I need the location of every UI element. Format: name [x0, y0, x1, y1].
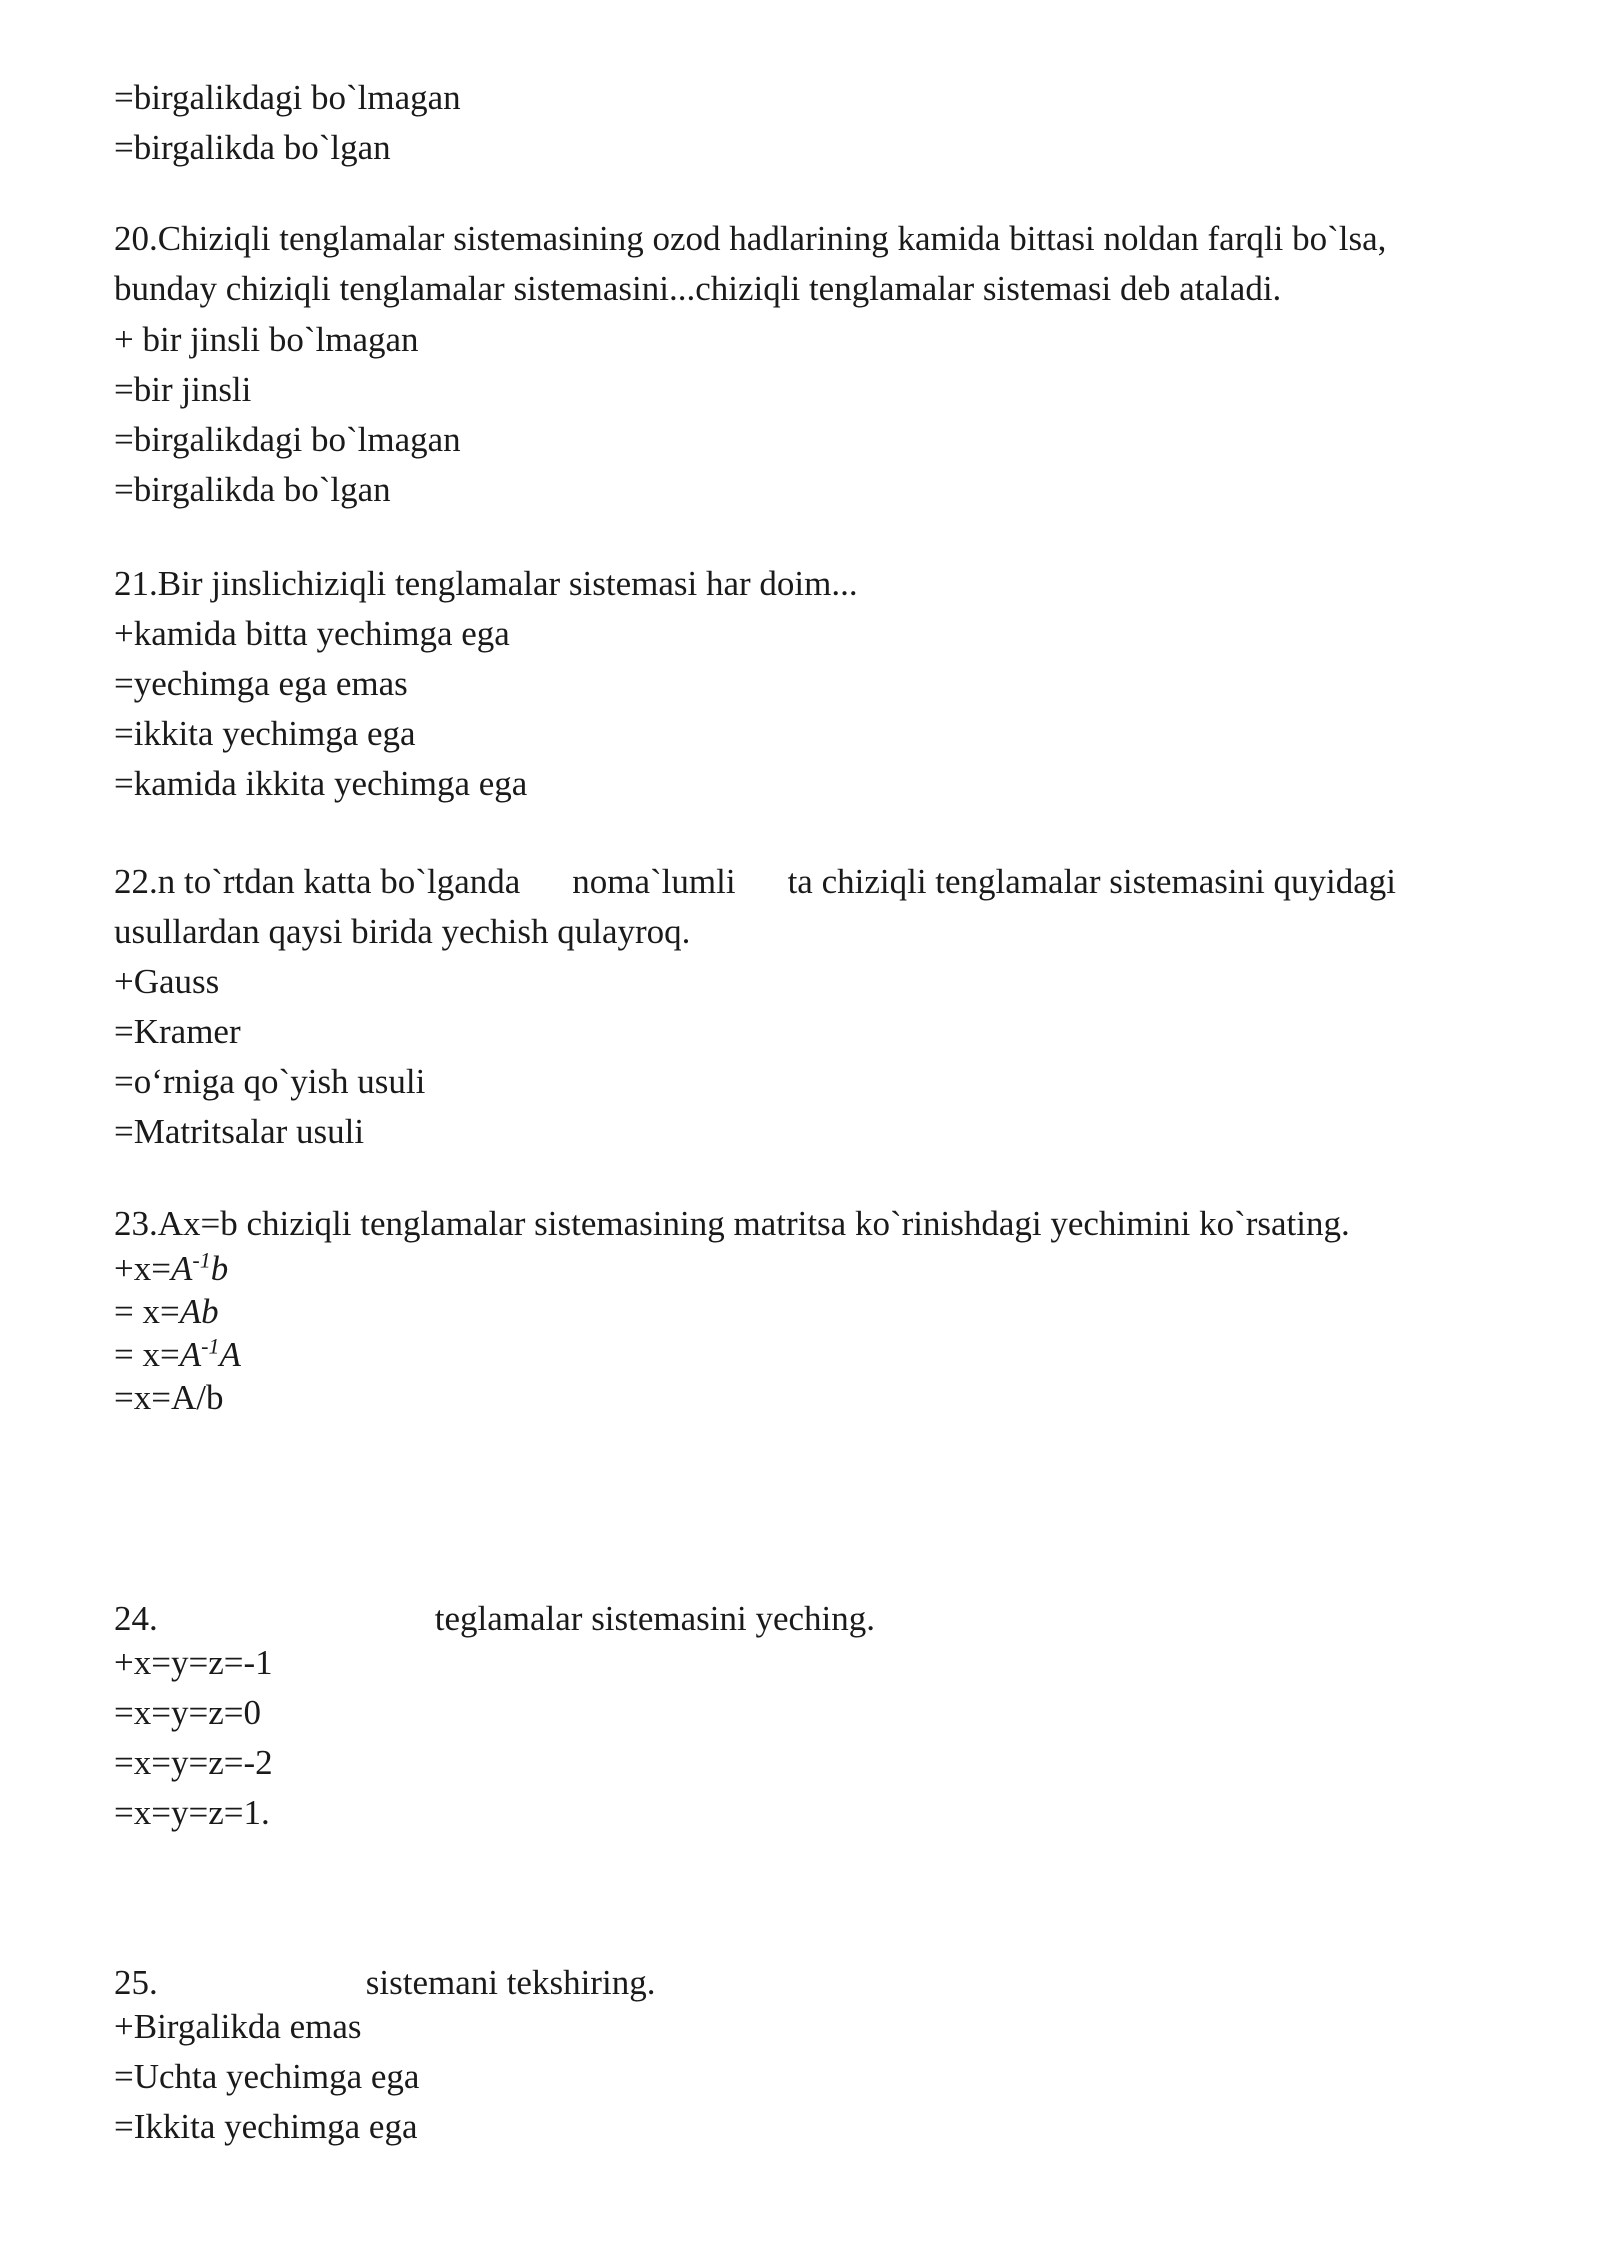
question-22-part2: noma`lumli	[572, 862, 736, 901]
question-24	[114, 1599, 875, 1639]
answer-option: =birgalikdagi bo`lmagan	[114, 420, 461, 459]
answer-option: =x=y=z=-2	[114, 1743, 273, 1782]
answer-option: =o‘rniga qo`yish usuli	[114, 1062, 426, 1101]
answer-option: = x=Ab	[114, 1292, 219, 1331]
answer-option: =Matritsalar usuli	[114, 1112, 365, 1151]
answer-option: =Ikkita yechimga ega	[114, 2107, 418, 2146]
question-20: 20.Chiziqli tenglamalar sistemasining ozod hadlarining kamida bittasi noldan farqli bo`lsa, bunday chiziqli tenglamalar sistemasini...chiziqli tenglamalar sistemasi deb ataladi.	[114, 219, 1387, 308]
question-25	[114, 1963, 655, 2003]
answer-option: +Birgalikda emas	[114, 2007, 362, 2046]
answer-option: =x=y=z=1.	[114, 1793, 270, 1832]
question-25-number: 25.	[114, 1963, 158, 2002]
question-22-line2: usullardan qaysi birida yechish qulayroq.	[114, 912, 691, 951]
question-25-text: sistemani tekshiring.	[365, 1963, 656, 2002]
answer-option: +Gauss	[114, 962, 220, 1001]
answer-option: $+x=A^{-1}b$	[114, 1247, 229, 1288]
answer-option: =kamida ikkita yechimga ega	[114, 764, 528, 803]
answer-option: +kamida bitta yechimga ega	[114, 614, 510, 653]
answer-option: +x=y=z=-1	[114, 1643, 273, 1682]
question-24-number: 24.	[114, 1599, 158, 1638]
answer-option: = $x=A^{-1}A$	[114, 1333, 241, 1374]
question-24-text: teglamalar sistemasini yeching.	[434, 1599, 876, 1638]
question-23: 23.Ax=b chiziqli tenglamalar sistemasining matritsa ko`rinishdagi yechimini ko`rsating.	[114, 1204, 1350, 1243]
answer-option: + bir jinsli bo`lmagan	[114, 320, 419, 359]
answer-option: =x=A/b	[114, 1378, 224, 1417]
question-22-part3: ta chiziqli tenglamalar sistemasini quyidagi	[787, 862, 1397, 901]
answer-option: =yechimga ega emas	[114, 664, 408, 703]
answer-option: =Kramer	[114, 1012, 241, 1051]
question-21: 21.Bir jinslichiziqli tenglamalar sistemasi har doim...	[114, 564, 858, 603]
answer-option: =birgalikdagi bo`lmagan	[114, 78, 461, 117]
question-22-part1: 22.n to`rtdan katta bo`lganda	[114, 862, 521, 901]
answer-option: =ikkita yechimga ega	[114, 714, 416, 753]
answer-option: =birgalikda bo`lgan	[114, 470, 391, 509]
answer-option: =x=y=z=0	[114, 1693, 261, 1732]
answer-option: =bir jinsli	[114, 370, 252, 409]
answer-option: =Uchta yechimga ega	[114, 2057, 420, 2096]
question-22	[114, 862, 1396, 902]
answer-option: =birgalikda bo`lgan	[114, 128, 391, 167]
